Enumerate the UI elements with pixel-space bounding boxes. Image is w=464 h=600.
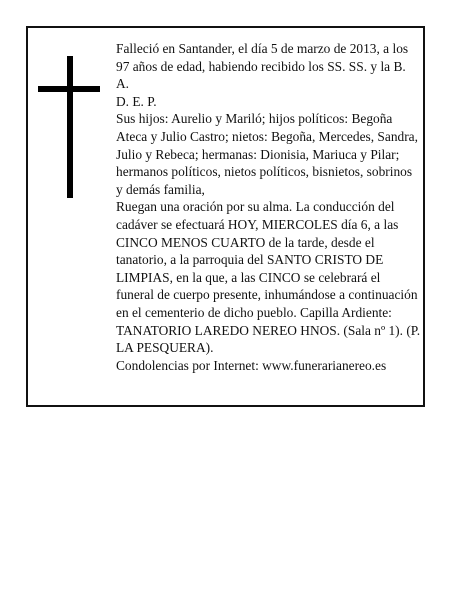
rip-line: D. E. P. (116, 93, 157, 109)
cross-icon-bar (38, 86, 100, 92)
cross-icon (67, 56, 73, 198)
family-list: Sus hijos: Aurelio y Mariló; hijos políticos: Begoña Ateca y Julio Castro; nietos: Begoña, Mercedes, Sandra, Julio y Rebeca; hermanas: Dionisia, Mariuca y Pilar; hermanos políticos, nietos políticos, bisnietos, sobrinos y demás familia, (116, 111, 418, 197)
condolences-line: Condolencias por Internet: www.funerarianereo.es (116, 357, 387, 373)
notice-body (116, 40, 421, 374)
obituary-notice (26, 26, 425, 407)
death-announcement: Falleció en Santander, el día 5 de marzo de 2013, a los 97 años de edad, habiendo recibido los SS. SS. y la B. A. (116, 41, 409, 92)
funeral-details: Ruegan una oración por su alma. La conducción del cadáver se efectuará HOY, MIERCOLES día 6, a las CINCO MENOS CUARTO de la tarde, desde el tanatorio, a la parroquia del SANTO CRISTO DE LIMPIAS, en la que, a las CINCO se celebrará el funeral de cuerpo presente, inhumándose a continuación en el cementerio de dicho pueblo. Capilla Ardiente: TANATORIO LAREDO NEREO HNOS. (Sala nº 1). (P. LA PESQUERA). (116, 199, 421, 356)
